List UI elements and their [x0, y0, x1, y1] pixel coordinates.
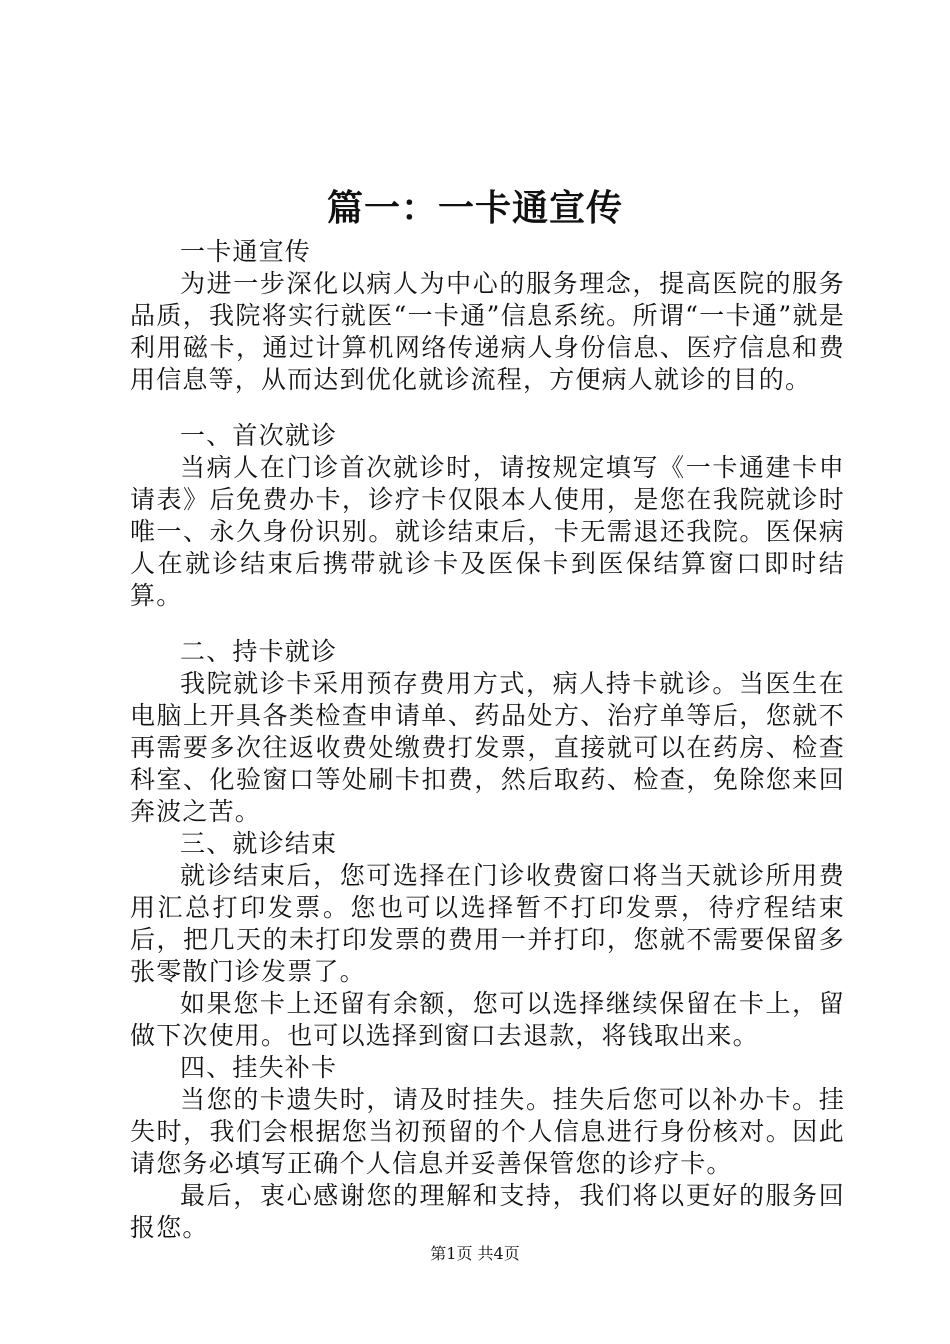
section-heading-lost-card: 四、挂失补卡: [180, 1053, 338, 1082]
first-visit-paragraph: 当病人在门诊首次就诊时，请按规定填写《一卡通建卡申请表》后免费办卡，诊疗卡仅限本人使用，是您在我院就诊时唯一、永久身份识别。就诊结束后，卡无需退还我院。医保病人在就诊结束后携带就诊卡及医保卡到医保结算窗口即时结算。: [130, 453, 845, 610]
section-heading-card-visit: 二、持卡就诊: [180, 637, 338, 666]
lost-card-paragraph: 当您的卡遗失时，请及时挂失。挂失后您可以补办卡。挂失时，我们会根据您当初预留的个人信息进行身份核对。因此请您务必填写正确个人信息并妥善保管您的诊疗卡。: [130, 1085, 845, 1178]
document-body: [130, 236, 845, 1244]
page-footer: 第1页 共4页: [430, 1244, 520, 1263]
section-heading-first-visit: 一、首次就诊: [180, 421, 338, 450]
balance-paragraph: 如果您卡上还留有余额，您可以选择继续保留在卡上，留做下次使用。也可以选择到窗口去退款，将钱取出来。: [130, 989, 845, 1050]
visit-end-paragraph: 就诊结束后，您可选择在门诊收费窗口将当天就诊所用费用汇总打印发票。您也可以选择暂不打印发票，待疗程结束后，把几天的未打印发票的费用一并打印，您就不需要保留多张零散门诊发票了。: [130, 861, 845, 986]
intro-heading: 一卡通宣传: [180, 237, 312, 266]
page-title: 篇一：一卡通宣传: [326, 187, 623, 229]
section-heading-visit-end: 三、就诊结束: [180, 829, 338, 858]
card-visit-paragraph: 我院就诊卡采用预存费用方式，病人持卡就诊。当医生在电脑上开具各类检查申请单、药品处方、治疗单等后，您就不再需要多次往返收费处缴费打发票，直接就可以在药房、检查科室、化验窗口等处刷卡扣费，然后取药、检查，免除您来回奔波之苦。: [130, 669, 845, 826]
closing-paragraph: 最后，衷心感谢您的理解和支持，我们将以更好的服务回报您。: [130, 1181, 845, 1242]
intro-paragraph: 为进一步深化以病人为中心的服务理念，提高医院的服务品质，我院将实行就医“一卡通”信息系统。所谓“一卡通”就是利用磁卡，通过计算机网络传递病人身份信息、医疗信息和费用信息等，从而达到优化就诊流程，方便病人就诊的目的。: [130, 269, 845, 394]
